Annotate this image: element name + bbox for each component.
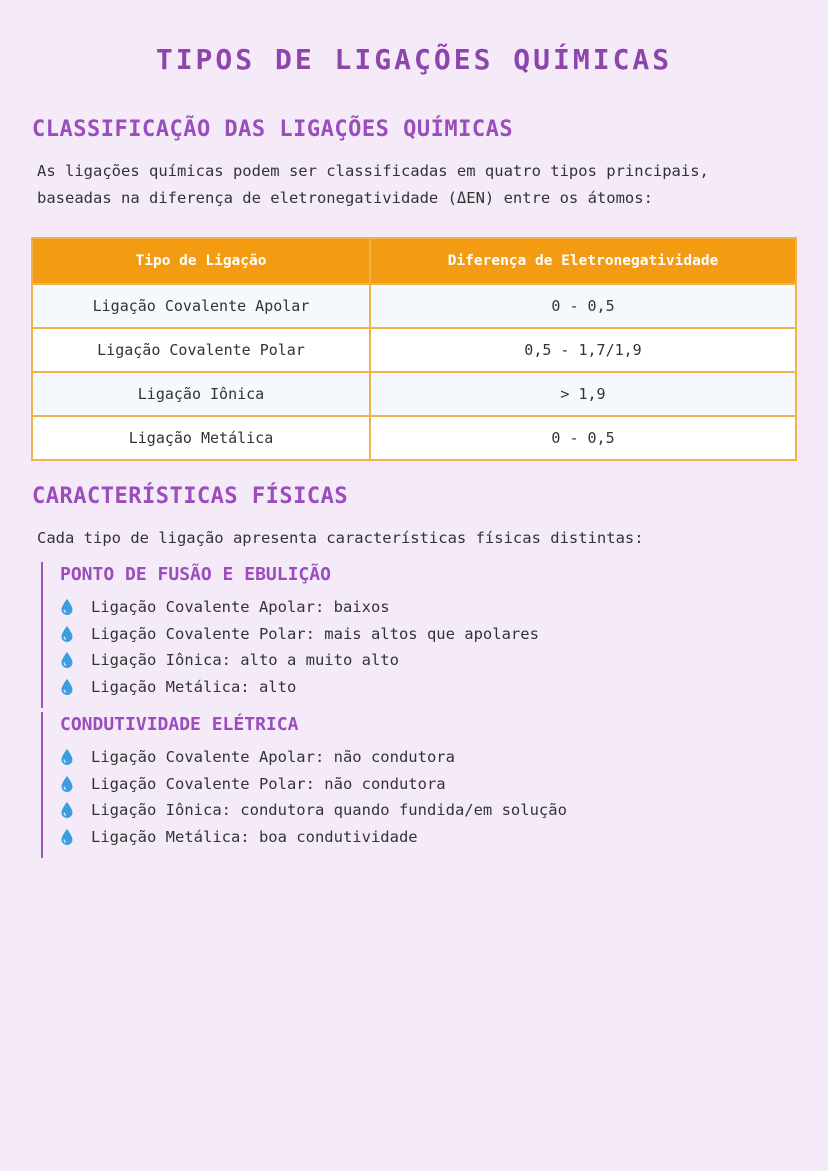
table-cell-en-difference: 0 - 0,5 — [370, 284, 796, 328]
list-item — [60, 674, 800, 701]
characteristics-intro: Cada tipo de ligação apresenta características físicas distintas: — [37, 529, 644, 547]
melting-boiling-heading: PONTO DE FUSÃO E EBULIÇÃO — [60, 564, 331, 585]
droplet-icon — [60, 678, 74, 696]
classification-heading: CLASSIFICAÇÃO DAS LIGAÇÕES QUÍMICAS — [32, 117, 514, 142]
melting-boiling-list — [60, 594, 800, 700]
conductivity-list — [60, 744, 800, 850]
list-item — [60, 771, 800, 798]
characteristics-heading: CARACTERÍSTICAS FÍSICAS — [32, 484, 349, 509]
list-item — [60, 824, 800, 851]
table-row — [32, 372, 796, 416]
classification-intro-line2: baseadas na diferença de eletronegatividade (ΔEN) entre os átomos: — [37, 189, 653, 207]
droplet-icon — [60, 828, 74, 846]
list-item — [60, 744, 800, 771]
table-cell-en-difference: 0 - 0,5 — [370, 416, 796, 460]
classification-intro — [37, 158, 777, 212]
list-item-text: Ligação Metálica: alto — [91, 677, 297, 696]
melting-boiling-block — [41, 562, 800, 708]
table-cell-bond-type: Ligação Covalente Apolar — [32, 284, 370, 328]
list-item — [60, 647, 800, 674]
list-item-text: Ligação Covalente Apolar: baixos — [91, 598, 390, 616]
table-row — [32, 284, 796, 328]
page-title: TIPOS DE LIGAÇÕES QUÍMICAS — [155, 43, 673, 76]
list-item-text: Ligação Iônica: alto a muito alto — [91, 651, 399, 669]
droplet-icon — [60, 651, 74, 669]
table-header-en-difference: Diferença de Eletronegatividade — [370, 238, 796, 284]
droplet-icon — [60, 775, 74, 793]
list-item — [60, 797, 800, 824]
table-cell-bond-type: Ligação Covalente Polar — [32, 328, 370, 372]
droplet-icon — [60, 598, 74, 616]
droplet-icon — [60, 625, 74, 643]
list-item-text: Ligação Covalente Apolar: não condutora — [91, 748, 455, 766]
table-cell-en-difference: 0,5 - 1,7/1,9 — [370, 328, 796, 372]
droplet-icon — [60, 801, 74, 819]
list-item-text: Ligação Metálica: boa condutividade — [91, 827, 418, 846]
list-item-text: Ligação Covalente Polar: não condutora — [91, 774, 446, 793]
bond-types-table — [31, 237, 797, 461]
table-row — [32, 328, 796, 372]
table-cell-en-difference: > 1,9 — [370, 372, 796, 416]
list-item-text: Ligação Covalente Polar: mais altos que apolares — [91, 624, 539, 643]
droplet-icon — [60, 748, 74, 766]
table-cell-bond-type: Ligação Metálica — [32, 416, 370, 460]
table-row — [32, 416, 796, 460]
conductivity-heading: CONDUTIVIDADE ELÉTRICA — [60, 714, 299, 735]
table-cell-bond-type: Ligação Iônica — [32, 372, 370, 416]
table-header-row — [32, 238, 796, 284]
list-item-text: Ligação Iônica: condutora quando fundida/em solução — [91, 801, 567, 819]
classification-intro-line1: As ligações químicas podem ser classificadas em quatro tipos principais, — [37, 162, 709, 180]
conductivity-block — [41, 712, 800, 858]
list-item — [60, 621, 800, 648]
table-header-bond-type: Tipo de Ligação — [32, 238, 370, 284]
list-item — [60, 594, 800, 621]
